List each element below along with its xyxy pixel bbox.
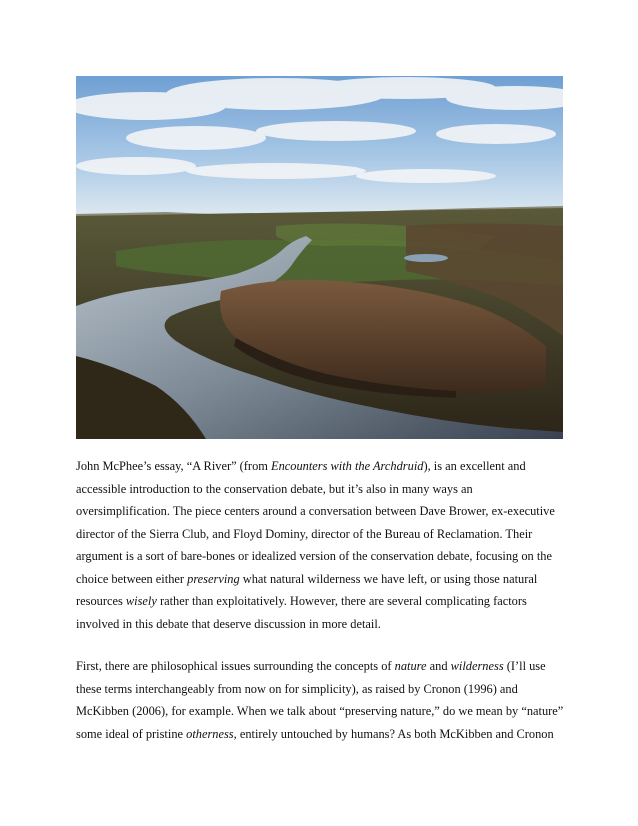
- text-line: [76, 613, 566, 636]
- text-line: [76, 723, 566, 746]
- text-run: McKibben (2006), for example. When we talk about “preserving nature,” do we mean by “nature”: [76, 704, 564, 718]
- text-run: oversimplification. The piece centers around a conversation between Dave Brower, ex-executive: [76, 504, 555, 518]
- river-canyon-illustration: [76, 76, 563, 439]
- text-run: (I’ll use: [503, 659, 546, 673]
- text-line: [76, 523, 566, 546]
- text-run: some ideal of pristine: [76, 726, 187, 741]
- text-run: these terms interchangeably from now on for simplicity), as raised by Cronon (1996) and: [76, 681, 518, 696]
- text-line: [76, 500, 566, 523]
- italic-text: wisely: [125, 594, 157, 608]
- text-line: [76, 678, 566, 701]
- river-canyon-photo: [76, 76, 563, 439]
- essay-body: [76, 455, 566, 745]
- text-line: [76, 455, 566, 478]
- text-line: [76, 545, 566, 568]
- text-run: John McPhee’s essay, “A River” (from: [76, 459, 271, 473]
- italic-text: otherness: [186, 726, 234, 741]
- text-line: [76, 568, 566, 591]
- text-run: and: [426, 659, 451, 673]
- text-run: involved in this debate that deserve discussion in more detail.: [76, 616, 381, 631]
- text-line: [76, 478, 566, 501]
- paragraph-container: [76, 455, 566, 745]
- italic-text: nature: [394, 659, 427, 673]
- paragraph: [76, 455, 566, 635]
- text-run: , entirely untouched by humans? As both McKibben and Cronon: [233, 726, 554, 741]
- italic-text: wilderness: [450, 659, 504, 673]
- italic-text: preserving: [187, 571, 240, 586]
- paragraph-gap: [76, 635, 566, 655]
- text-run: First, there are philosophical issues surrounding the concepts of: [76, 659, 395, 673]
- text-run: director of the Sierra Club, and Floyd Dominy, director of the Bureau of Reclamation. Their: [76, 526, 533, 541]
- text-run: ), is an excellent and: [423, 459, 526, 473]
- text-line: [76, 655, 566, 678]
- italic-text: Encounters with the Archdruid: [271, 459, 424, 473]
- text-run: rather than exploitatively. However, there are several complicating factors: [156, 594, 527, 608]
- paragraph: [76, 655, 566, 745]
- text-run: argument is a sort of bare-bones or idealized version of the conservation debate, focusing on the: [76, 549, 552, 563]
- text-run: choice between either: [76, 571, 188, 586]
- text-run: what natural wilderness we have left, or using those natural: [239, 571, 538, 586]
- text-line: [76, 590, 566, 613]
- text-run: accessible introduction to the conservation debate, but it’s also in many ways an: [76, 481, 473, 496]
- text-line: [76, 700, 566, 723]
- text-run: resources: [76, 594, 126, 608]
